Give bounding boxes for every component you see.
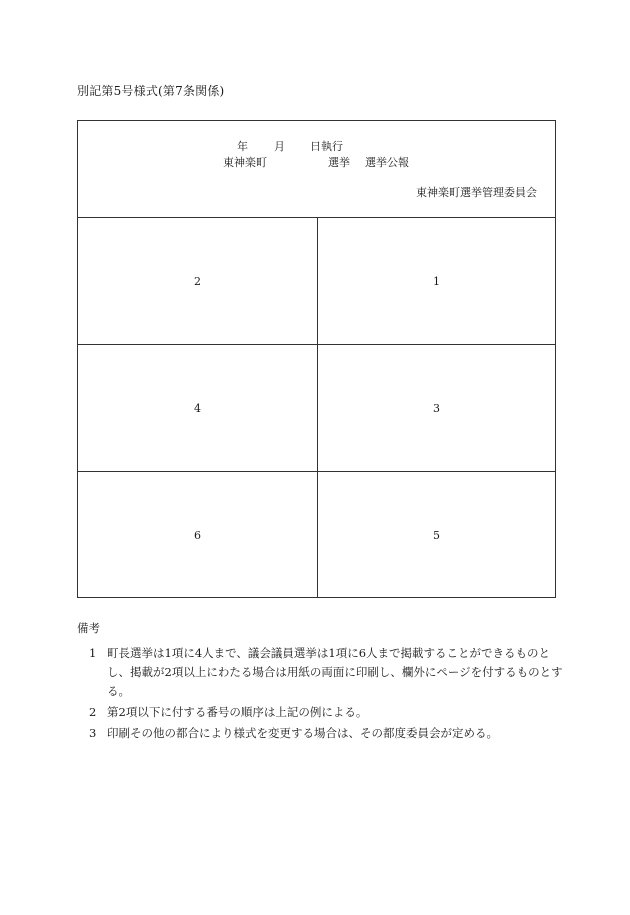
- note-text: 印刷その他の都合により様式を変更する場合は、その都度委員会が定める。: [107, 726, 498, 740]
- note-number: 2: [89, 705, 97, 719]
- bulletin-form-table: [77, 120, 556, 598]
- bulletin-label: 選挙公報: [365, 156, 409, 169]
- month-label: 月: [274, 140, 285, 153]
- note-item: [77, 724, 567, 743]
- grid-cell: 6: [78, 472, 318, 598]
- candidate-grid: [78, 218, 555, 598]
- day-executed-label: 日執行: [310, 140, 343, 153]
- note-item: [77, 644, 567, 701]
- note-item: [77, 703, 567, 722]
- note-text: 第2項以下に付する番号の順序は上記の例による。: [107, 705, 368, 719]
- grid-cell: 2: [78, 218, 318, 345]
- form-title: 別記第5号様式(第7条関係): [77, 84, 225, 98]
- committee-name: 東神楽町選挙管理委員会: [416, 186, 537, 199]
- election-label: 選挙: [328, 156, 350, 169]
- notes-section: [77, 620, 567, 745]
- notes-title: 備考: [77, 621, 100, 635]
- grid-cell: 3: [318, 345, 555, 472]
- note-number: 3: [89, 726, 97, 740]
- grid-cell: 1: [318, 218, 555, 345]
- grid-cell: 5: [433, 528, 440, 542]
- town-name: 東神楽町: [223, 156, 267, 169]
- bulletin-header: [78, 121, 555, 218]
- year-label: 年: [237, 140, 248, 153]
- note-number: 1: [89, 646, 97, 660]
- note-text: 町長選挙は1項に4人まで、議会議員選挙は1項に6人まで掲載することができるものとし、掲載が2項以上にわたる場合は用紙の両面に印刷し、欄外にページを付するものとする。: [107, 646, 563, 698]
- grid-cell: 4: [78, 345, 318, 472]
